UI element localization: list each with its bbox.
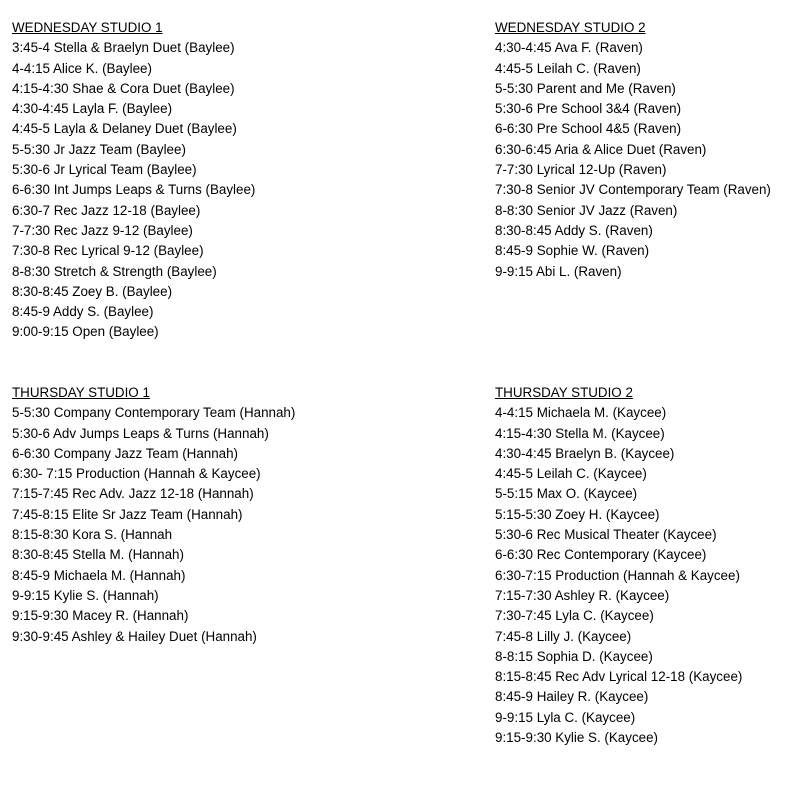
schedule-item: 6-6:30 Pre School 4&5 (Raven) xyxy=(495,121,682,137)
schedule-item: 9:15-9:30 Macey R. (Hannah) xyxy=(12,608,189,624)
schedule-item: 6:30- 7:15 Production (Hannah & Kaycee) xyxy=(12,466,261,482)
schedule-item: 7:30-7:45 Lyla C. (Kaycee) xyxy=(495,608,654,624)
schedule-list xyxy=(495,38,771,282)
schedule-item: 8-8:30 Stretch & Strength (Baylee) xyxy=(12,263,217,279)
schedule-item: 7:45-8:15 Elite Sr Jazz Team (Hannah) xyxy=(12,506,243,522)
schedule-item: 4:15-4:30 Stella M. (Kaycee) xyxy=(495,425,665,441)
schedule-item: 4:30-4:45 Ava F. (Raven) xyxy=(495,40,643,56)
schedule-item: 4-4:15 Alice K. (Baylee) xyxy=(12,60,152,76)
schedule-item: 5-5:30 Jr Jazz Team (Baylee) xyxy=(12,141,186,157)
schedule-item: 5-5:30 Parent and Me (Raven) xyxy=(495,80,676,96)
schedule-item: 4:45-5 Layla & Delaney Duet (Baylee) xyxy=(12,121,237,137)
schedule-item: 8-8:15 Sophia D. (Kaycee) xyxy=(495,648,653,664)
schedule-item: 9-9:15 Abi L. (Raven) xyxy=(495,263,622,279)
schedule-item: 3:45-4 Stella & Braelyn Duet (Baylee) xyxy=(12,40,235,56)
schedule-thursday-studio-1 xyxy=(12,383,295,647)
schedule-item: 9-9:15 Lyla C. (Kaycee) xyxy=(495,709,636,725)
schedule-wednesday-studio-1 xyxy=(12,18,255,343)
schedule-item: 6-6:30 Int Jumps Leaps & Turns (Baylee) xyxy=(12,182,256,198)
schedule-wednesday-studio-2 xyxy=(495,18,771,282)
schedule-item: 6-6:30 Rec Contemporary (Kaycee) xyxy=(495,547,707,563)
schedule-item: 4:30-4:45 Braelyn B. (Kaycee) xyxy=(495,445,675,461)
schedule-item: 8:45-9 Addy S. (Baylee) xyxy=(12,304,154,320)
schedule-item: 6:30-7:15 Production (Hannah & Kaycee) xyxy=(495,567,740,583)
schedule-item: 8:30-8:45 Stella M. (Hannah) xyxy=(12,547,184,563)
schedule-item: 5-5:15 Max O. (Kaycee) xyxy=(495,486,638,502)
schedule-heading: THURSDAY STUDIO 2 xyxy=(495,385,633,400)
schedule-item: 4:45-5 Leilah C. (Raven) xyxy=(495,60,641,76)
schedule-item: 7:30-8 Senior JV Contemporary Team (Raven) xyxy=(495,182,771,198)
schedule-item: 8:30-8:45 Addy S. (Raven) xyxy=(495,222,653,238)
schedule-item: 5:30-6 Jr Lyrical Team (Baylee) xyxy=(12,162,197,178)
schedule-item: 8:15-8:30 Kora S. (Hannah xyxy=(12,527,173,543)
schedule-heading: WEDNESDAY STUDIO 2 xyxy=(495,20,646,35)
schedule-item: 8:45-9 Hailey R. (Kaycee) xyxy=(495,689,649,705)
schedule-heading: THURSDAY STUDIO 1 xyxy=(12,385,150,400)
schedule-item: 7-7:30 Lyrical 12-Up (Raven) xyxy=(495,162,667,178)
schedule-item: 7:30-8 Rec Lyrical 9-12 (Baylee) xyxy=(12,243,204,259)
schedule-item: 8:30-8:45 Zoey B. (Baylee) xyxy=(12,283,173,299)
schedule-item: 4:45-5 Leilah C. (Kaycee) xyxy=(495,466,647,482)
schedule-item: 4-4:15 Michaela M. (Kaycee) xyxy=(495,405,667,421)
schedule-item: 5:15-5:30 Zoey H. (Kaycee) xyxy=(495,506,660,522)
schedule-item: 7:15-7:30 Ashley R. (Kaycee) xyxy=(495,587,670,603)
schedule-item: 5:30-6 Pre School 3&4 (Raven) xyxy=(495,101,682,117)
schedule-item: 7:45-8 Lilly J. (Kaycee) xyxy=(495,628,632,644)
schedule-item: 9-9:15 Kylie S. (Hannah) xyxy=(12,587,159,603)
schedule-item: 4:15-4:30 Shae & Cora Duet (Baylee) xyxy=(12,80,235,96)
schedule-item: 5:30-6 Adv Jumps Leaps & Turns (Hannah) xyxy=(12,425,269,441)
schedule-item: 9:30-9:45 Ashley & Hailey Duet (Hannah) xyxy=(12,628,257,644)
schedule-item: 5-5:30 Company Contemporary Team (Hannah) xyxy=(12,405,296,421)
schedule-list xyxy=(12,403,295,647)
schedule-item: 8:15-8:45 Rec Adv Lyrical 12-18 (Kaycee) xyxy=(495,669,743,685)
schedule-heading: WEDNESDAY STUDIO 1 xyxy=(12,20,163,35)
schedule-item: 9:00-9:15 Open (Baylee) xyxy=(12,324,159,340)
schedule-item: 7-7:30 Rec Jazz 9-12 (Baylee) xyxy=(12,222,193,238)
schedule-item: 8-8:30 Senior JV Jazz (Raven) xyxy=(495,202,678,218)
schedule-thursday-studio-2 xyxy=(495,383,742,748)
schedule-item: 6-6:30 Company Jazz Team (Hannah) xyxy=(12,445,239,461)
schedule-list xyxy=(495,403,742,748)
schedule-item: 6:30-7 Rec Jazz 12-18 (Baylee) xyxy=(12,202,201,218)
schedule-list xyxy=(12,38,255,342)
schedule-item: 8:45-9 Michaela M. (Hannah) xyxy=(12,567,186,583)
schedule-item: 6:30-6:45 Aria & Alice Duet (Raven) xyxy=(495,141,707,157)
schedule-item: 9:15-9:30 Kylie S. (Kaycee) xyxy=(495,730,659,746)
schedule-item: 8:45-9 Sophie W. (Raven) xyxy=(495,243,650,259)
schedule-item: 5:30-6 Rec Musical Theater (Kaycee) xyxy=(495,527,717,543)
schedule-item: 7:15-7:45 Rec Adv. Jazz 12-18 (Hannah) xyxy=(12,486,254,502)
schedule-item: 4:30-4:45 Layla F. (Baylee) xyxy=(12,101,173,117)
